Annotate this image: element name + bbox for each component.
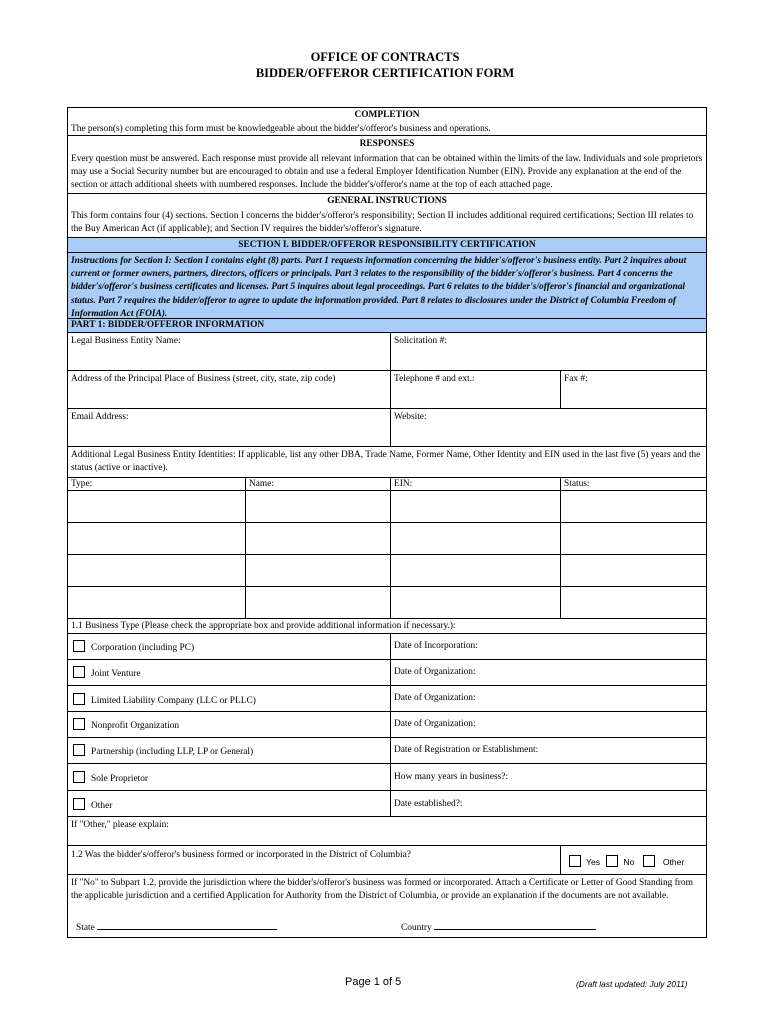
business-type-row xyxy=(68,764,706,791)
identity-name-input[interactable] xyxy=(245,523,390,554)
q12-answer-group xyxy=(560,846,706,874)
identity-row-3 xyxy=(68,555,706,587)
other-type-checkbox[interactable] xyxy=(73,798,85,810)
identity-status-input[interactable] xyxy=(560,555,706,586)
business-type-row xyxy=(68,686,706,712)
address-field[interactable] xyxy=(68,371,390,408)
part1-title: PART 1: BIDDER/OFFEROR INFORMATION xyxy=(71,320,265,330)
identity-ein-input[interactable] xyxy=(390,491,560,522)
q11-label: 1.1 Business Type (Please check the appropriate box and provide additional information if necessary.): xyxy=(71,621,456,631)
solicitation-field[interactable] xyxy=(390,333,706,370)
yes-label: Yes xyxy=(586,857,601,867)
corporation-checkbox[interactable] xyxy=(73,640,85,652)
yes-checkbox[interactable] xyxy=(569,855,581,867)
partnership-label: Partnership (including LLP, LP or General) xyxy=(91,747,254,757)
q12-label: 1.2 Was the bidder's/offeror's business formed or incorporated in the District of Columbia? xyxy=(71,850,411,860)
identity-ein-input[interactable] xyxy=(390,587,560,618)
identity-ein-input[interactable] xyxy=(390,523,560,554)
completion-heading xyxy=(68,108,706,122)
identity-status-input[interactable] xyxy=(560,523,706,554)
partnership-checkbox[interactable] xyxy=(73,744,85,756)
col-name-header: Name: xyxy=(245,478,390,490)
responses-heading xyxy=(68,136,706,151)
date-established-label: Date established?: xyxy=(394,799,463,809)
email-field[interactable] xyxy=(68,409,390,446)
other-checkbox[interactable] xyxy=(643,855,655,867)
business-type-row xyxy=(68,712,706,738)
general-text: This form contains four (4) sections. Section I concerns the bidder's/offeror's responsibility; Section II includes additional required certifications; Section III relates to the Buy American Act (if applicable); and Section IV requires the bidder's/offeror's signature. xyxy=(71,211,694,235)
state-field[interactable] xyxy=(76,919,277,935)
additional-identities-row xyxy=(68,447,706,478)
completion-title: COMPLETION xyxy=(354,110,420,120)
identity-row-2 xyxy=(68,523,706,555)
other-label: Other xyxy=(662,857,685,867)
solicitation-label: Solicitation #: xyxy=(394,336,447,346)
joint-venture-checkbox[interactable] xyxy=(73,666,85,678)
sole-proprietor-checkbox[interactable] xyxy=(73,771,85,783)
additional-identities-text: Additional Legal Business Entity Identities: If applicable, list any other DBA, Trade Name, Former Name, Other Identity and EIN used in the last five (5) years and the status (active or inactive). xyxy=(71,450,701,474)
legal-name-field[interactable] xyxy=(68,333,390,370)
completion-text-row xyxy=(68,122,706,136)
telephone-label: Telephone # and ext.: xyxy=(394,374,475,384)
identity-status-input[interactable] xyxy=(560,491,706,522)
col-status-header: Status: xyxy=(560,478,706,490)
jurisdiction-row xyxy=(68,875,706,938)
business-type-row xyxy=(68,738,706,764)
telephone-field[interactable] xyxy=(390,371,560,408)
completion-text: The person(s) completing this form must be knowledgeable about the bidder's/offeror's business and operations. xyxy=(71,124,491,134)
other-type-label: Other xyxy=(91,801,113,811)
country-label: Country xyxy=(401,923,432,933)
responses-text-row xyxy=(68,151,706,194)
llc-label: Limited Liability Company (LLC or PLLC) xyxy=(91,696,256,706)
identity-name-input[interactable] xyxy=(245,555,390,586)
section1-title: SECTION I. BIDDER/OFFEROR RESPONSIBILITY CERTIFICATION xyxy=(238,240,536,250)
incorporation-date-field[interactable] xyxy=(390,634,706,659)
no-label: No xyxy=(623,857,635,867)
q12-row xyxy=(68,846,706,875)
state-label: State xyxy=(76,923,95,933)
other-explain-label: If "Other," please explain: xyxy=(71,820,169,830)
section1-heading xyxy=(68,238,706,253)
jv-date-label: Date of Organization: xyxy=(394,667,476,677)
email-label: Email Address: xyxy=(71,412,129,422)
business-type-row xyxy=(68,634,706,660)
joint-venture-label: Joint Venture xyxy=(91,669,141,679)
identity-type-input[interactable] xyxy=(68,555,245,586)
nonprofit-date-field[interactable] xyxy=(390,712,706,737)
partnership-date-field[interactable] xyxy=(390,738,706,763)
form-office-title: OFFICE OF CONTRACTS xyxy=(310,50,460,64)
identity-ein-input[interactable] xyxy=(390,555,560,586)
date-established-field[interactable] xyxy=(390,791,706,816)
nonprofit-checkbox[interactable] xyxy=(73,718,85,730)
state-input[interactable] xyxy=(97,919,277,930)
legal-name-row xyxy=(68,333,706,371)
partnership-date-label: Date of Registration or Establishment: xyxy=(394,745,539,755)
q11-row xyxy=(68,619,706,634)
identity-type-input[interactable] xyxy=(68,523,245,554)
identity-name-input[interactable] xyxy=(245,491,390,522)
fax-field[interactable] xyxy=(560,371,706,408)
no-checkbox[interactable] xyxy=(606,855,618,867)
identity-row-4 xyxy=(68,587,706,619)
responses-text: Every question must be answered. Each response must provide all relevant information that can be obtained within the limits of the law. Individuals and sole proprietors may use a Social Security number but are encouraged to obtain and use a federal Employer Identification Number (EIN). Provide any explanation at the end of the section or attach additional sheets with numbered responses. Include the bidder's/offeror's name at the top of each attached page. xyxy=(71,154,703,191)
years-in-business-field[interactable] xyxy=(390,764,706,790)
fax-label: Fax #: xyxy=(564,374,588,384)
llc-date-field[interactable] xyxy=(390,686,706,711)
identity-type-input[interactable] xyxy=(68,491,245,522)
general-title: GENERAL INSTRUCTIONS xyxy=(327,196,447,206)
business-type-row xyxy=(68,791,706,817)
identity-status-input[interactable] xyxy=(560,587,706,618)
incorporation-date-label: Date of Incorporation: xyxy=(394,641,478,651)
nonprofit-date-label: Date of Organization: xyxy=(394,719,476,729)
form-title: BIDDER/OFFEROR CERTIFICATION FORM xyxy=(255,66,515,80)
general-text-row xyxy=(68,208,706,238)
sole-proprietor-label: Sole Proprietor xyxy=(91,774,149,784)
other-explain-row xyxy=(68,817,706,846)
col-ein-header: EIN: xyxy=(390,478,560,490)
identity-type-input[interactable] xyxy=(68,587,245,618)
country-field[interactable] xyxy=(401,919,596,935)
jurisdiction-text: If "No" to Subpart 1.2, provide the jurisdiction where the bidder's/offeror's business was formed or incorporated. Attach a Certificate or Letter of Good Standing from the applicable jurisdiction and a certified Application for Authority from the District of Columbia, or provide an explanation if the documents are not available. xyxy=(71,878,693,902)
address-row xyxy=(68,371,706,409)
general-heading xyxy=(68,194,706,208)
business-type-row xyxy=(68,660,706,686)
identity-row-1 xyxy=(68,491,706,523)
website-field[interactable] xyxy=(390,409,706,446)
draft-date: (Draft last updated: July 2011) xyxy=(576,979,688,989)
jv-date-field[interactable] xyxy=(390,660,706,685)
website-label: Website: xyxy=(394,412,427,422)
section1-instructions-row xyxy=(68,253,706,319)
legal-name-label: Legal Business Entity Name: xyxy=(71,336,181,346)
identities-header-row xyxy=(68,478,706,491)
llc-checkbox[interactable] xyxy=(73,693,85,705)
certification-form xyxy=(67,107,707,938)
llc-date-label: Date of Organization: xyxy=(394,693,476,703)
corporation-label: Corporation (including PC) xyxy=(91,643,195,653)
page-number: Page 1 of 5 xyxy=(345,976,402,988)
responses-title: RESPONSES xyxy=(359,139,415,149)
address-label: Address of the Principal Place of Business (street, city, state, zip code) xyxy=(71,374,336,384)
years-in-business-label: How many years in business?: xyxy=(394,772,509,782)
section1-instructions: Instructions for Section I: Section I contains eight (8) parts. Part 1 requests information concerning the bidder's/offeror's business entity. Part 2 inquires about current or former owners, partners, directors, officers or principals. Part 3 relates to the responsibility of the bidder's/offeror's business. Part 4 concerns the bidder's/offeror's business certificates and licenses. Part 5 inquires about legal proceedings. Part 6 relates to the bidder's/offeror's financial and organizational status. Part 7 requires the bidder/offeror to agree to update the information provided. Part 8 relates to disclosures under the District of Columbia Freedom of Information Act (FOIA). xyxy=(71,256,687,319)
part1-heading xyxy=(68,319,706,333)
country-input[interactable] xyxy=(434,919,596,930)
identity-name-input[interactable] xyxy=(245,587,390,618)
nonprofit-label: Nonprofit Organization xyxy=(91,721,180,731)
col-type-header: Type: xyxy=(71,479,93,489)
email-row xyxy=(68,409,706,447)
other-explain-field[interactable] xyxy=(68,817,706,845)
